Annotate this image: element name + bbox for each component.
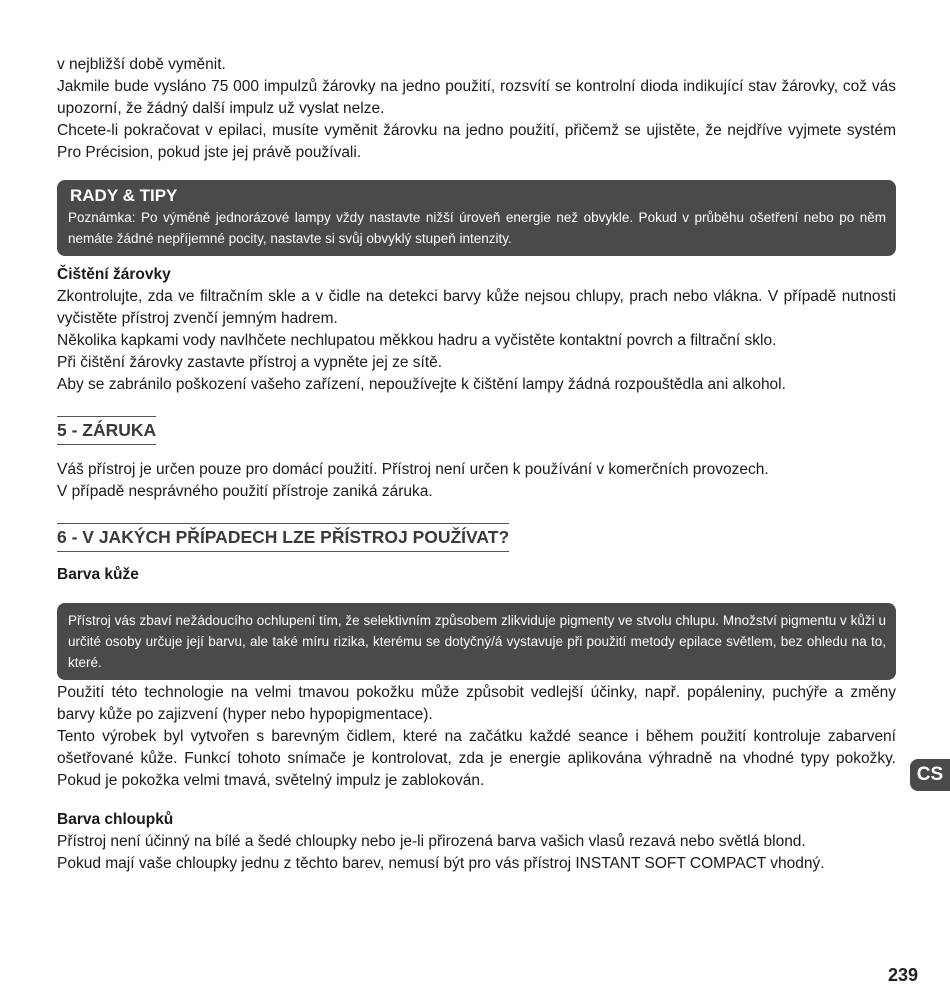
cleaning-paragraph-1: Zkontrolujte, zda ve filtračním skle a v čidle na detekci barvy kůže nejsou chlupy, prach nebo vlákna. V případě nutnosti vyčistěte přístroj zvenčí jemným hadrem. <box>57 288 896 327</box>
tips-box <box>57 180 896 256</box>
intro-paragraph-3: Chcete-li pokračovat v epilaci, musíte vyměnit žárovku na jedno použití, přičemž se ujistěte, že nejdříve vyjmete systém Pro Précision, pokud jste jej právě používali. <box>57 122 896 161</box>
skin-paragraph-2: Tento výrobek byl vytvořen s barevným čidlem, které na začátku každé seance i během použití kontroluje zabarvení ošetřované kůže. Funkcí tohoto snímače je kontrolovat, zda je energie aplikována výhradně na vhodné typy pokožky. Pokud je pokožka velmi tmavá, světelný impulz je zablokován. <box>57 728 896 789</box>
hair-paragraph-2: Pokud mají vaše chloupky jednu z těchto barev, nemusí být pro vás přístroj INSTANT SOFT COMPACT vhodný. <box>57 855 825 872</box>
page-number: 239 <box>887 965 918 985</box>
tips-box-text: Poznámka: Po výměně jednorázové lampy vždy nastavte nižší úroveň energie než obvykle. Pokud v průběhu ošetření nebo po něm nemáte žádné nepříjemné pocity, nastavte si svůj obvyklý stupeň intenzity. <box>68 210 886 246</box>
hair-paragraph-1: Přístroj není účinný na bílé a šedé chloupky nebo je-li přirozená barva vašich vlasů rezavá nebo světlá blond. <box>57 833 806 850</box>
page-content <box>57 54 896 875</box>
skin-info-box-text: Přístroj vás zbaví nežádoucího ochlupení tím, že selektivním způsobem zlikviduje pigmenty ve stvolu chlupu. Množství pigmentu v kůži u určité osoby určuje její barvu, ale také míru rizika, kterému se dotyčný/á vystavuje při použití metody epilace světlem, bez ohledu na to, které. <box>68 613 886 670</box>
skin-color-heading: Barva kůže <box>57 566 139 583</box>
section-6-title: 6 - V JAKÝCH PŘÍPADECH LZE PŘÍSTROJ POUŽÍVAT? <box>57 523 509 552</box>
skin-info-box <box>57 603 896 680</box>
section-5-title: 5 - ZÁRUKA <box>57 416 156 445</box>
warranty-paragraph-1: Váš přístroj je určen pouze pro domácí použití. Přístroj není určen k používání v komerčních provozech. <box>57 461 769 478</box>
warranty-paragraph-2: V případě nesprávného použití přístroje zaniká záruka. <box>57 483 433 500</box>
tips-box-title: RADY & TIPY <box>70 186 178 205</box>
cleaning-heading: Čištění žárovky <box>57 266 171 283</box>
intro-paragraph-2: Jakmile bude vysláno 75 000 impulzů žárovky na jedno použití, rozsvítí se kontrolní dioda indikující stav žárovky, což vás upozorní, že žádný další impulz už vyslat nelze. <box>57 78 896 117</box>
hair-color-heading: Barva chloupků <box>57 811 174 828</box>
cleaning-paragraph-3: Při čištění žárovky zastavte přístroj a vypněte jej ze sítě. <box>57 354 443 371</box>
language-tab: CS <box>910 759 950 791</box>
skin-paragraph-1: Použití této technologie na velmi tmavou pokožku může způsobit vedlejší účinky, např. popáleniny, puchýře a změny barvy kůže po zajizvení (hyper nebo hypopigmentace). <box>57 684 896 723</box>
cleaning-paragraph-2: Několika kapkami vody navlhčete nechlupatou měkkou hadru a vyčistěte kontaktní povrch a filtrační sklo. <box>57 332 777 349</box>
intro-paragraph-1: v nejbližší době vyměnit. <box>57 56 226 73</box>
cleaning-paragraph-4: Aby se zabránilo poškození vašeho zařízení, nepoužívejte k čištění lampy žádná rozpouštědla ani alkohol. <box>57 376 786 393</box>
